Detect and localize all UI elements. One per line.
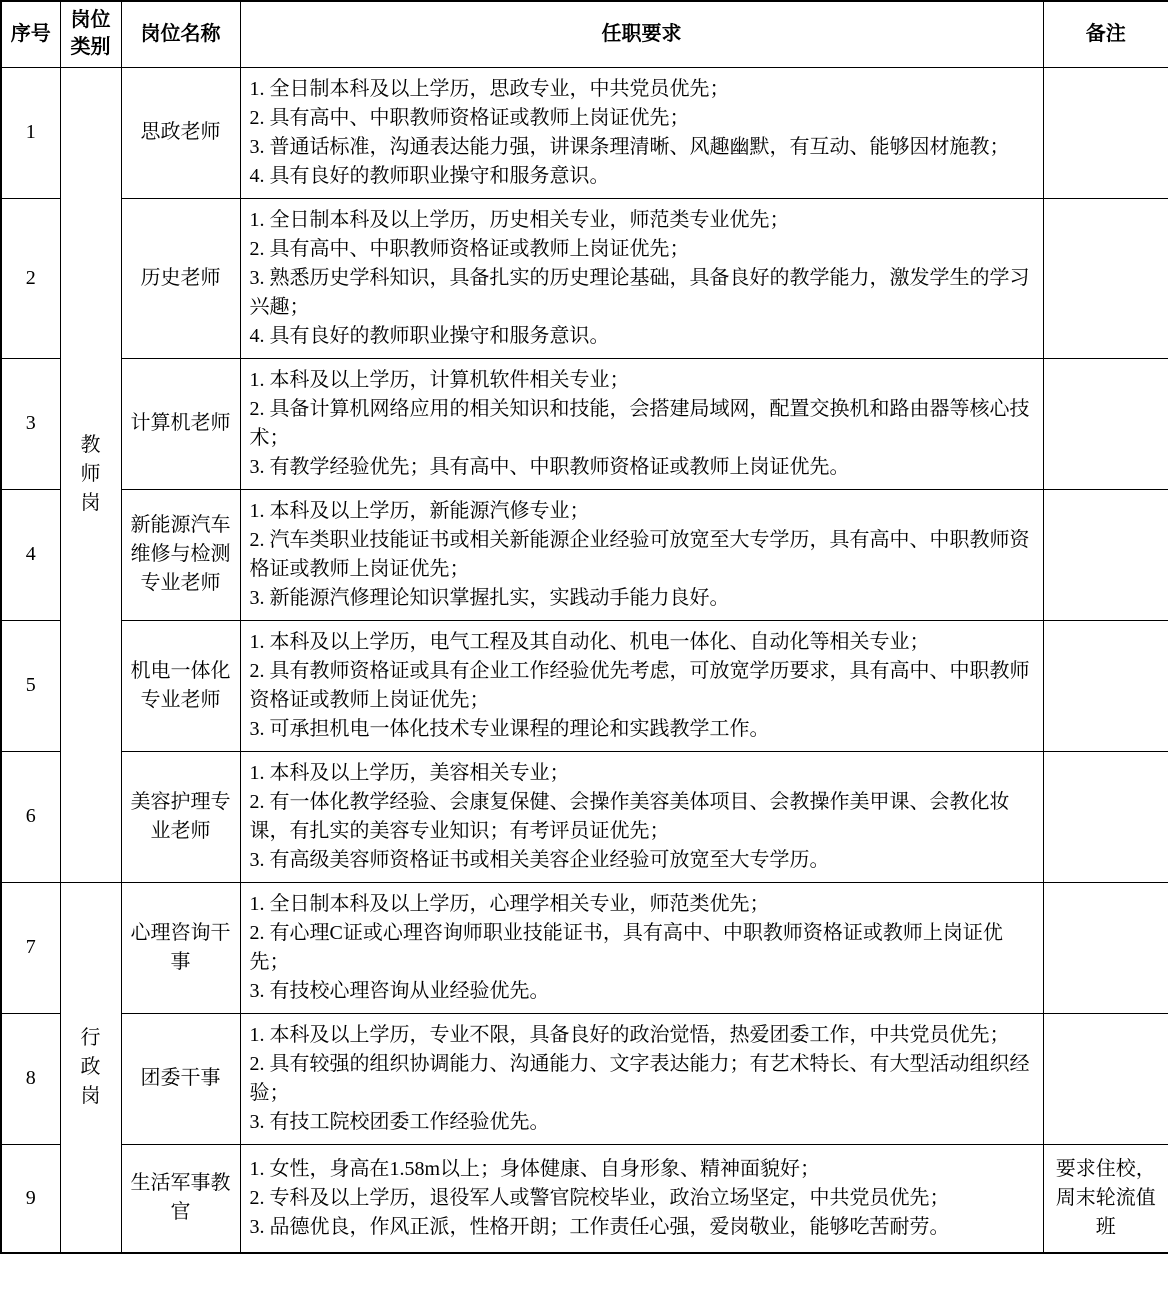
- requirement-line: 2. 具备计算机网络应用的相关知识和技能，会搭建局域网，配置交换机和路由器等核心技术；: [249, 397, 1030, 449]
- table-body: [1, 67, 1168, 1253]
- requirements-cell: [240, 67, 1043, 198]
- remark-cell: [1043, 67, 1168, 198]
- seq-cell: 6: [1, 751, 60, 882]
- remark-cell: [1043, 358, 1168, 489]
- remark-cell: [1043, 882, 1168, 1013]
- seq-cell: 8: [1, 1013, 60, 1144]
- requirement-line: 1. 本科及以上学历，专业不限，具备良好的政治觉悟，热爱团委工作，中共党员优先；: [249, 1023, 1010, 1046]
- requirement-line: 1. 本科及以上学历，新能源汽修专业；: [249, 499, 590, 522]
- requirement-line: 1. 全日制本科及以上学历，心理学相关专业，师范类优先；: [249, 892, 770, 915]
- header-requirements: 任职要求: [240, 1, 1043, 67]
- requirement-line: 1. 全日制本科及以上学历，思政专业，中共党员优先；: [249, 77, 730, 100]
- job-name-cell: 计算机老师: [121, 358, 240, 489]
- requirement-line: 3. 可承担机电一体化技术专业课程的理论和实践教学工作。: [249, 717, 770, 740]
- requirement-line: 2. 具有较强的组织协调能力、沟通能力、文字表达能力；有艺术特长、有大型活动组织经验；: [249, 1052, 1030, 1104]
- remark-cell: [1043, 620, 1168, 751]
- category-label: 行政岗: [80, 1026, 101, 1107]
- requirement-line: 3. 新能源汽修理论知识掌握扎实，实践动手能力良好。: [249, 586, 730, 609]
- table-row: [1, 882, 1168, 1013]
- table-row: [1, 751, 1168, 882]
- requirements-cell: [240, 1013, 1043, 1144]
- requirement-line: 3. 有技工院校团委工作经验优先。: [249, 1110, 550, 1133]
- category-cell: [60, 67, 121, 882]
- job-name-cell: 生活军事教官: [121, 1144, 240, 1253]
- requirements-cell: [240, 358, 1043, 489]
- remark-cell: [1043, 198, 1168, 358]
- requirements-cell: [240, 489, 1043, 620]
- seq-cell: 1: [1, 67, 60, 198]
- header-name: 岗位名称: [121, 1, 240, 67]
- remark-cell: 要求住校，周末轮流值班: [1043, 1144, 1168, 1253]
- requirements-cell: [240, 1144, 1043, 1253]
- seq-cell: 2: [1, 198, 60, 358]
- seq-cell: 9: [1, 1144, 60, 1253]
- seq-cell: 3: [1, 358, 60, 489]
- requirement-line: 2. 专科及以上学历，退役军人或警官院校毕业，政治立场坚定，中共党员优先；: [249, 1186, 950, 1209]
- header-row: [1, 1, 1168, 67]
- requirement-line: 3. 有教学经验优先；具有高中、中职教师资格证或教师上岗证优先。: [249, 455, 850, 478]
- job-name-cell: 历史老师: [121, 198, 240, 358]
- job-name-cell: 美容护理专业老师: [121, 751, 240, 882]
- requirement-line: 1. 本科及以上学历，电气工程及其自动化、机电一体化、自动化等相关专业；: [249, 630, 930, 653]
- requirements-cell: [240, 751, 1043, 882]
- table-row: [1, 358, 1168, 489]
- category-cell: [60, 882, 121, 1253]
- table-row: [1, 67, 1168, 198]
- requirement-line: 3. 品德优良，作风正派，性格开朗；工作责任心强，爱岗敬业，能够吃苦耐劳。: [249, 1215, 950, 1238]
- remark-cell: [1043, 489, 1168, 620]
- requirement-line: 3. 有高级美容师资格证书或相关美容企业经验可放宽至大专学历。: [249, 848, 830, 871]
- table-row: [1, 198, 1168, 358]
- remark-cell: [1043, 751, 1168, 882]
- header-seq: 序号: [1, 1, 60, 67]
- job-name-cell: 机电一体化专业老师: [121, 620, 240, 751]
- requirement-line: 1. 本科及以上学历，计算机软件相关专业；: [249, 368, 630, 391]
- requirement-line: 2. 具有高中、中职教师资格证或教师上岗证优先；: [249, 237, 690, 260]
- job-name-cell: 团委干事: [121, 1013, 240, 1144]
- requirement-line: 2. 有一体化教学经验、会康复保健、会操作美容美体项目、会教操作美甲课、会教化妆课，有扎实的美容专业知识；有考评员证优先；: [249, 790, 1010, 842]
- table-row: [1, 1013, 1168, 1144]
- job-name-cell: 思政老师: [121, 67, 240, 198]
- table-header: [1, 1, 1168, 67]
- requirement-line: 1. 女性，身高在1.58m以上；身体健康、自身形象、精神面貌好；: [249, 1157, 821, 1180]
- requirement-line: 1. 全日制本科及以上学历，历史相关专业，师范类专业优先；: [249, 208, 790, 231]
- remark-cell: [1043, 1013, 1168, 1144]
- seq-cell: 5: [1, 620, 60, 751]
- category-label: 教师岗: [80, 434, 101, 514]
- requirements-cell: [240, 198, 1043, 358]
- requirement-line: 2. 有心理C证或心理咨询师职业技能证书，具有高中、中职教师资格证或教师上岗证优先；: [249, 921, 1003, 973]
- job-name-cell: 心理咨询干事: [121, 882, 240, 1013]
- requirements-cell: [240, 882, 1043, 1013]
- requirement-line: 3. 普通话标准，沟通表达能力强，讲课条理清晰、风趣幽默，有互动、能够因材施教；: [249, 135, 1010, 158]
- requirement-line: 3. 熟悉历史学科知识，具备扎实的历史理论基础，具备良好的教学能力，激发学生的学习兴趣；: [249, 266, 1030, 318]
- requirement-line: 2. 汽车类职业技能证书或相关新能源企业经验可放宽至大专学历，具有高中、中职教师资格证或教师上岗证优先；: [249, 528, 1030, 580]
- requirement-line: 4. 具有良好的教师职业操守和服务意识。: [249, 164, 610, 187]
- requirement-line: 2. 具有教师资格证或具有企业工作经验优先考虑，可放宽学历要求，具有高中、中职教师资格证或教师上岗证优先；: [249, 659, 1030, 711]
- header-remarks: 备注: [1043, 1, 1168, 67]
- header-category: 岗位类别: [60, 1, 121, 67]
- table-row: [1, 620, 1168, 751]
- requirement-line: 4. 具有良好的教师职业操守和服务意识。: [249, 324, 610, 347]
- seq-cell: 4: [1, 489, 60, 620]
- requirement-line: 1. 本科及以上学历，美容相关专业；: [249, 761, 570, 784]
- table-row: [1, 489, 1168, 620]
- seq-cell: 7: [1, 882, 60, 1013]
- table-row: [1, 1144, 1168, 1253]
- job-name-cell: 新能源汽车维修与检测专业老师: [121, 489, 240, 620]
- requirement-line: 2. 具有高中、中职教师资格证或教师上岗证优先；: [249, 106, 690, 129]
- requirements-cell: [240, 620, 1043, 751]
- requirement-line: 3. 有技校心理咨询从业经验优先。: [249, 979, 550, 1002]
